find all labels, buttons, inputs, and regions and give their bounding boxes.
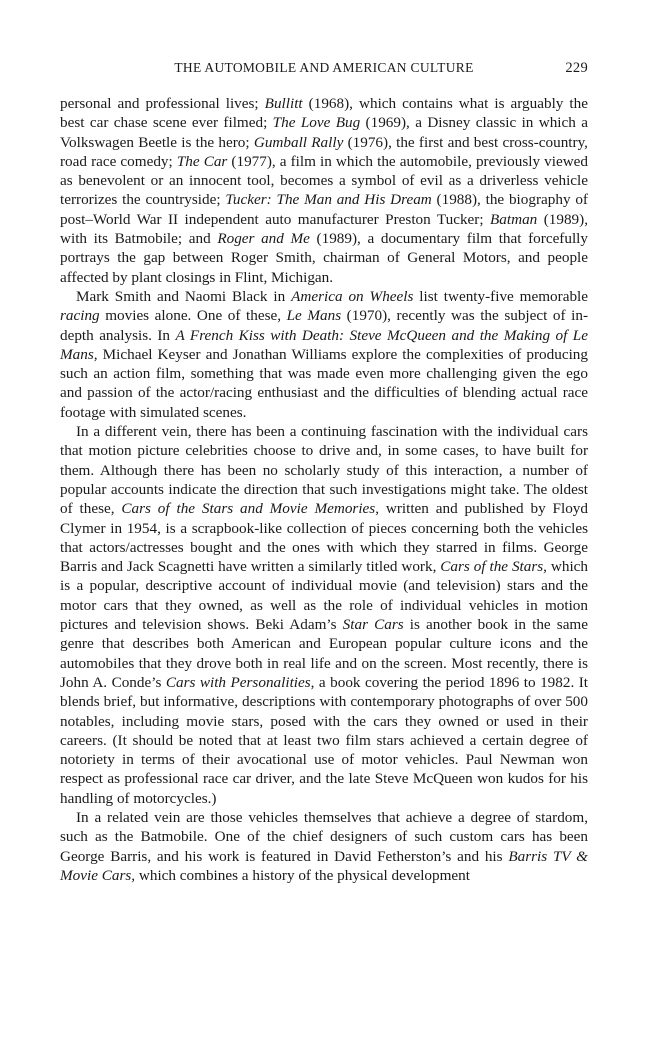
italic-title: Star Cars (342, 616, 404, 634)
italic-title: Batman (490, 210, 538, 228)
text-run: (1976), the first and best cross-country, road race comedy; (60, 133, 588, 170)
text-run: movies alone. One of these, (99, 307, 287, 325)
paragraph (60, 287, 588, 422)
italic-title: racing (60, 307, 100, 325)
text-run: (1977), a film in which the automobile, previously viewed as benevolent or an innocent tool, becomes a symbol of evil as a driverless vehicle terrorizes the countryside; (60, 152, 589, 209)
italic-title: America on Wheels (291, 287, 414, 305)
text-run: (1988), the biography of post–World War II independent auto manufacturer Preston Tucker; (60, 191, 588, 228)
paragraph (60, 808, 588, 885)
italic-title: A French Kiss with Death: Steve McQueen and the Making of Le Mans, (60, 326, 588, 363)
italic-title: Gumball Rally (253, 133, 344, 151)
text-run: (1970), recently was the subject of in-depth analysis. In (60, 307, 589, 344)
text-run: (1969), a Disney classic in which a Volkswagen Beetle is the hero; (60, 114, 588, 151)
italic-title: Barris TV & Movie Cars, (60, 847, 588, 884)
text-run: In a different vein, there has been a continuing fascination with the individual cars that motion picture celebrities choose to drive and, in some cases, to have built for them. Although there has been no scholarly study of this interaction, a number of popular accounts indicate the direction that such investigations might take. The oldest of these, (60, 423, 588, 518)
paragraph (60, 94, 588, 287)
running-title: THE AUTOMOBILE AND AMERICAN CULTURE (174, 60, 474, 75)
text-run: In a related vein are those vehicles themselves that achieve a degree of stardom, such as the Batmobile. One of the chief designers of such custom cars has been George Barris, and his work is featured in David Fetherston’s and his (60, 808, 588, 865)
text-run: (1989), a documentary film that forcefully portrays the gap between Roger Smith, chairman of General Motors, and people affected by plant closings in Flint, Michigan. (60, 230, 588, 286)
italic-title: The Car (176, 152, 228, 170)
page-number: 229 (565, 60, 588, 76)
italic-title: Tucker: The Man and His Dream (225, 191, 432, 209)
italic-title: Cars of the Stars (440, 558, 544, 576)
paragraph (60, 422, 588, 808)
body-text (60, 94, 588, 885)
text-run: (1989), with its Batmobile; and (60, 210, 588, 248)
text-run: Mark Smith and Naomi Black in (76, 287, 292, 305)
text-run: Michael Keyser and Jonathan Williams explore the complexities of producing such an action film, something that was made even more challenging given the ego and passion of the actor/racing enthusiast and the difficulties of blending actual race footage with simulated scenes. (60, 345, 588, 421)
italic-title: The Love Bug (272, 114, 361, 132)
running-head (60, 60, 588, 82)
text-run: which combines a history of the physical development (135, 866, 470, 884)
italic-title: Cars of the Stars and Movie Memories (121, 500, 376, 518)
text-run: , written and published by Floyd Clymer in 1954, is a scrapbook-like collection of pieces concerning both the vehicles that actors/actresses bought and the ones with which they starred in films. George Barris and Jack Scagnetti have written a similarly titled work, (60, 500, 588, 576)
text-run: , a book covering the period 1896 to 1982. It blends brief, but informative, descriptions with contemporary photographs of over 500 notables, including movie stars, posed with the cars they owned or used in their careers. (It should be noted that at least two film stars achieved a certain degree of notoriety in terms of their avocational use of motor vehicles. Paul Newman won respect as professional race car driver, and the late Steve McQueen won kudos for his handling of motorcycles.) (60, 673, 588, 807)
text-run: is another book in the same genre that describes both American and European popular culture icons and the automobiles that they drove both in real life and on the screen. Most recently, there is John A. Conde’s (60, 616, 588, 691)
text-run: , which is a popular, descriptive account of individual movie (and television) stars and the motor cars that they owned, as well as the role of individual vehicles in motion pictures and television shows. Beki Adam’s (60, 558, 588, 634)
italic-title: Cars with Personalities (165, 673, 311, 691)
text-run: personal and professional lives; (60, 95, 265, 112)
italic-title: Le Mans (286, 307, 342, 325)
text-run: list twenty-five memorable (413, 287, 588, 305)
book-page (60, 60, 588, 885)
text-run: (1968), which contains what is arguably the best car chase scene ever filmed; (60, 95, 588, 132)
italic-title: Roger and Me (217, 230, 310, 248)
italic-title: Bullitt (264, 95, 303, 112)
